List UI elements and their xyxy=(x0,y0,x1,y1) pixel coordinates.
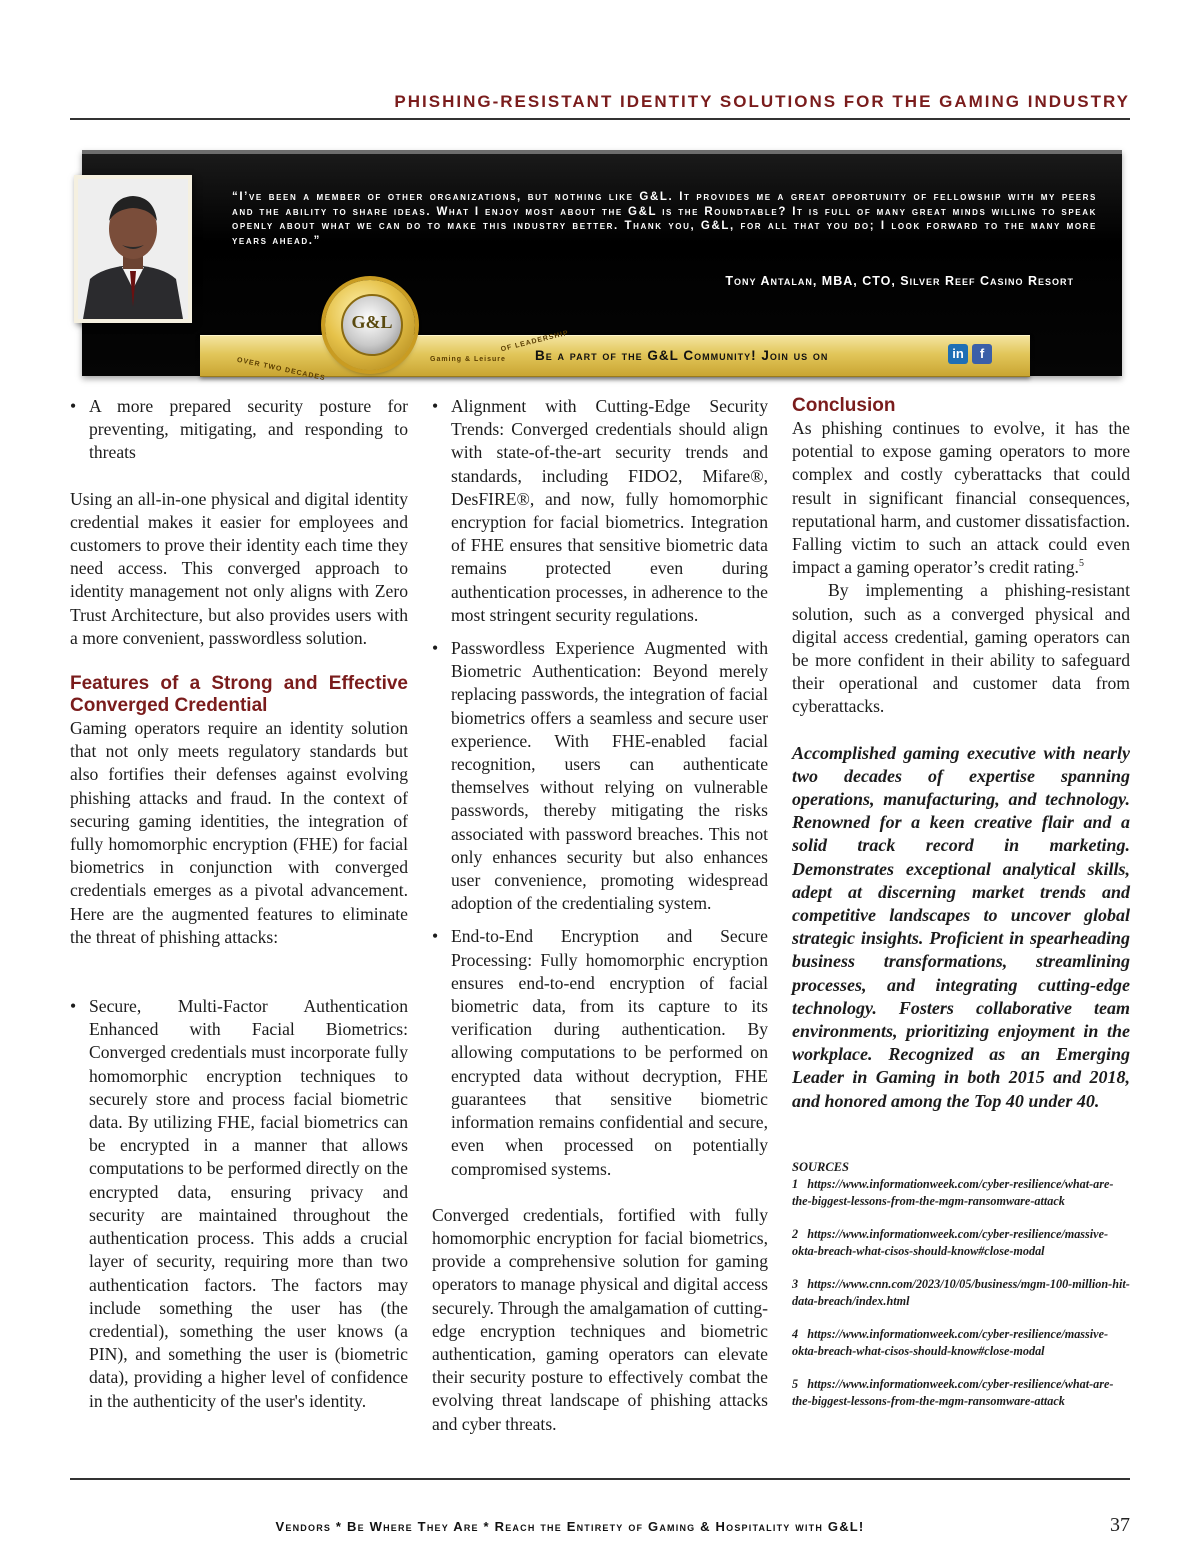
col3-paragraph: By implementing a phishing-resistant solution, such as a converged physical and digital access credential, gaming operators can be more confident in their ability to safeguard their operational and customer data from cyberattacks. xyxy=(792,580,1130,717)
col2-bullet-text: Passwordless Experience Augmented with Biometric Authentication: Beyond merely replacing passwords, the integration of facial biometrics offers a seamless and secure user experience. With FHE-enabled facial recognition, users can authenticate themselves without relying on vulnerable passwords, thereby mitigating the risks associated with password breaches. This not only enhances security but also enhances user convenience, promoting widespread adoption of the credentialing system. xyxy=(451,638,768,914)
ribbon-text-left: OVER TWO DECADES xyxy=(236,356,327,383)
section-heading-conclusion: Conclusion xyxy=(792,395,896,416)
header-rule xyxy=(70,118,1130,120)
col1-bullet-item xyxy=(70,395,408,465)
col1-bullet-item xyxy=(70,995,408,1413)
bullet-icon: • xyxy=(70,396,77,416)
col2-bullet-item xyxy=(432,637,768,915)
testimonial-attribution: Tony Antalan, MBA, CTO, Silver Reef Casino Resort xyxy=(725,274,1074,288)
footer-tagline: Vendors * Be Where They Are * Reach the Entirety of Gaming & Hospitality with G&L! xyxy=(275,1519,865,1534)
footer-rule xyxy=(70,1478,1130,1480)
sources-heading: SOURCES xyxy=(792,1159,849,1174)
source-number: 4 xyxy=(792,1326,799,1341)
sources-list xyxy=(792,1159,1130,1410)
col1-bullet-text: A more prepared security posture for preventing, mitigating, and responding to threats xyxy=(89,396,408,463)
source-url[interactable]: https://www.informationweek.com/cyber-resilience/what-are-the-biggest-lessons-from-the-mgm-ransomware-attack xyxy=(792,1176,1114,1208)
join-community-bar[interactable] xyxy=(200,329,1030,383)
col1-paragraph: Using an all-in-one physical and digital identity credential makes it easier for employees and customers to prove their identity each time they need access. This converged approach to identity management not only aligns with Zero Trust Architecture, but also provides users with a more convenient, passwordless solution. xyxy=(70,488,408,648)
source-number: 5 xyxy=(792,1376,799,1391)
bullet-icon: • xyxy=(432,396,439,416)
source-number: 2 xyxy=(792,1226,799,1241)
col1-bullet-text: Secure, Multi-Factor Authentication Enhanced with Facial Biometrics: Converged credentials must incorporate fully homomorphic encryption techniques to securely store and process facial biometric data. By utilizing FHE, facial biometrics can be encrypted in a manner that allows computations to be performed directly on the encrypted data, ensuring privacy and security are maintained throughout the authentication process. This adds a crucial layer of security, requiring more than two authentication factors. The factors may include something the user has (the credential), something the user knows (a PIN), and something the user is (biometric data), providing a higher level of confidence in the authenticity of the user's identity. xyxy=(89,996,408,1411)
ribbon-text-right: OF LEADERSHIP xyxy=(500,329,570,354)
bullet-icon: • xyxy=(70,996,77,1017)
join-community-text: Be a part of the G&L Community! Join us on xyxy=(535,348,829,363)
source-number: 3 xyxy=(792,1276,799,1291)
col2-bullet-item xyxy=(432,395,768,627)
source-number: 1 xyxy=(792,1176,799,1191)
source-url[interactable]: https://www.cnn.com/2023/10/05/business/mgm-100-million-hit-data-breach/index.html xyxy=(792,1276,1130,1308)
seal-center xyxy=(341,294,403,356)
col2-bullet-item xyxy=(432,925,768,1180)
col2-paragraph: Converged credentials, fortified with fully homomorphic encryption for facial biometrics, provide a comprehensive solution for gaming operators to manage physical and digital access securely. Through the amalgamation of cutting-edge encryption techniques and biometric authentication, gaming operators can elevate their security posture to effectively combat the evolving threat landscape of phishing attacks and cyber threats. xyxy=(432,1204,768,1434)
source-item[interactable] xyxy=(792,1376,1130,1410)
column-1 xyxy=(70,395,408,1413)
source-item[interactable] xyxy=(792,1226,1130,1260)
running-title: PHISHING-RESISTANT IDENTITY SOLUTIONS FOR THE GAMING INDUSTRY xyxy=(394,92,1130,111)
bullet-icon: • xyxy=(432,926,439,947)
ribbon-text-middle: Gaming & Leisure xyxy=(430,356,506,363)
author-bio: Accomplished gaming executive with nearly two decades of expertise spanning operations, manufacturing, and technology. Renowned for a keen creative flair and a solid track record in marketing. Demonstrates exceptional analytical skills, adept at discerning market trends and competitive landscapes to uncover global strategic insights. Proficient in spearheading business transformations, streamlining processes, and integrating cutting-edge technology. Fosters collaborative team environments, prioritizing enjoyment in the workplace. Recognized as an Emerging Leader in Gaming in both 2015 and 2018, and honored among the Top 40 under 40. xyxy=(792,742,1130,1111)
testimonial-portrait xyxy=(74,175,192,323)
col3-paragraph xyxy=(792,417,1130,579)
source-item[interactable] xyxy=(792,1326,1130,1360)
page-number: 37 xyxy=(1110,1514,1130,1536)
seal-text: G&L xyxy=(351,312,393,332)
column-3 xyxy=(792,395,1130,1426)
col2-bullet-text: Alignment with Cutting-Edge Security Trends: Converged credentials should align with state-of-the-art security trends and standards, including FIDO2, Mifare®, DesFIRE®, and now, fully homomorphic encryption for facial biometrics. Integration of FHE ensures that sensitive biometric data remains protected even during authentication processes, in adherence to the most stringent security regulations. xyxy=(451,396,768,625)
gl-seal-logo xyxy=(325,280,415,370)
source-item[interactable] xyxy=(792,1176,1130,1210)
section-heading-features: Features of a Strong and Effective Converged Credential xyxy=(70,673,408,717)
footnote-ref[interactable]: 5 xyxy=(1078,558,1084,570)
portrait-image xyxy=(78,179,188,319)
linkedin-icon[interactable]: in xyxy=(948,344,968,364)
facebook-icon[interactable]: f xyxy=(972,344,992,364)
source-url[interactable]: https://www.informationweek.com/cyber-resilience/massive-okta-breach-what-cisos-should-know#close-modal xyxy=(792,1326,1109,1358)
column-2 xyxy=(432,395,768,1436)
source-url[interactable]: https://www.informationweek.com/cyber-resilience/massive-okta-breach-what-cisos-should-know#close-modal xyxy=(792,1226,1109,1258)
source-url[interactable]: https://www.informationweek.com/cyber-resilience/what-are-the-biggest-lessons-from-the-mgm-ransomware-attack xyxy=(792,1376,1114,1408)
community-banner-ad[interactable] xyxy=(70,145,1130,385)
testimonial-quote: “I’ve been a member of other organizations, but nothing like G&L. It provides me a great opportunity of fellowship with my peers and the ability to share ideas. What I enjoy most about the G&L is the Roundtable? It is full of many great minds willing to speak openly about what we can do to make this industry better. Thank you, G&L, for all that you do; I look forward to the many more years ahead.” xyxy=(232,191,1097,247)
col2-bullet-text: End-to-End Encryption and Secure Processing: Fully homomorphic encryption ensures end-to-end encryption of facial biometric data, from its capture to its verification during authentication. By allowing computations to be performed on encrypted data without decryption, FHE guarantees that sensitive biometric information remains confidential and secure, even when processed on potentially compromised systems. xyxy=(451,926,768,1179)
col1-paragraph: Gaming operators require an identity solution that not only meets regulatory standards but also fortifies their defenses against evolving phishing attacks and fraud. In the context of securing gaming identities, the integration of fully homomorphic encryption (FHE) for facial biometrics in conjunction with converged credentials emerges as a pivotal advancement. Here are the augmented features to eliminate the threat of phishing attacks: xyxy=(70,718,408,947)
bullet-icon: • xyxy=(432,638,439,659)
source-item[interactable] xyxy=(792,1276,1130,1310)
conclusion-text: As phishing continues to evolve, it has the potential to expose gaming operators to more complex and costly cyberattacks that could result in significant financial consequences, reputational harm, and customer dissatisfaction. Falling victim to such an attack could even impact a gaming operator’s credit rating. xyxy=(792,418,1130,578)
